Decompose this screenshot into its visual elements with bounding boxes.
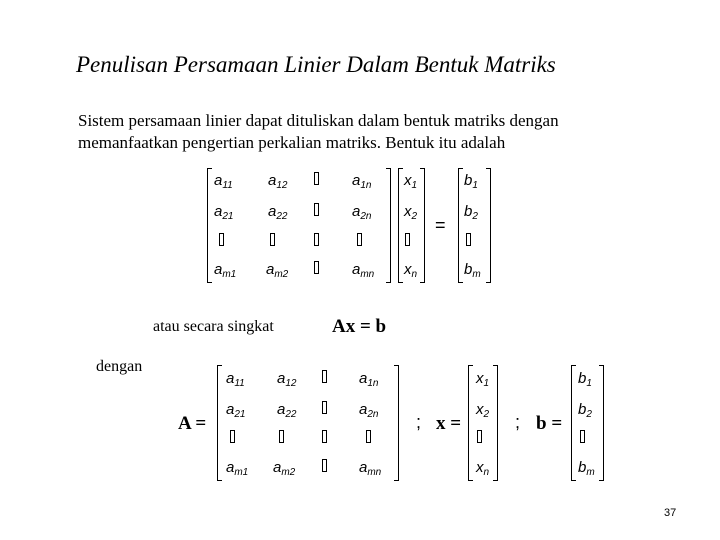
matrix-a-entry: $a_{mn}$ bbox=[352, 261, 375, 280]
slide-title: Penulisan Persamaan Linier Dalam Bentuk Matriks bbox=[76, 52, 556, 77]
def-vector-x-entry: $x_n$ bbox=[476, 459, 490, 478]
def-vector-x-entry: $x_2$ bbox=[476, 401, 490, 420]
vector-b-label: b = bbox=[536, 413, 563, 434]
matrix-a-entry: $a_{2n}$ bbox=[352, 203, 372, 222]
ellipsis-glyph bbox=[322, 430, 327, 443]
ellipsis-glyph bbox=[314, 203, 319, 216]
vector-b-right-bracket bbox=[486, 168, 491, 283]
matrix-a-entry: $a_{12}$ bbox=[268, 172, 288, 191]
ellipsis-glyph bbox=[405, 233, 410, 246]
def-matrix-a-entry: $a_{mn}$ bbox=[359, 459, 382, 478]
matrix-a-entry: $a_{m2}$ bbox=[266, 261, 289, 280]
paragraph-line-1: Sistem persamaan linier dapat dituliskan dalam bentuk matriks dengan bbox=[78, 111, 559, 130]
ellipsis-glyph bbox=[322, 401, 327, 414]
def-vector-b-entry: $b_2$ bbox=[578, 401, 592, 420]
def-vector-x-entry: $x_1$ bbox=[476, 370, 490, 389]
vector-x-entry: $x_2$ bbox=[404, 203, 418, 222]
ellipsis-glyph bbox=[314, 261, 319, 274]
paragraph-line-2: memanfaatkan pengertian perkalian matriks. Bentuk itu adalah bbox=[78, 133, 506, 152]
def-matrix-a-entry: $a_{11}$ bbox=[226, 370, 245, 389]
vector-b-left-bracket bbox=[458, 168, 463, 283]
ellipsis-glyph bbox=[314, 172, 319, 185]
def-matrix-a-entry: $a_{m2}$ bbox=[273, 459, 296, 478]
ellipsis-glyph bbox=[366, 430, 371, 443]
def-matrix-a-right-bracket bbox=[394, 365, 399, 481]
def-matrix-a-entry: $a_{2n}$ bbox=[359, 401, 379, 420]
short-form-equation: Ax = b bbox=[332, 316, 387, 337]
def-vector-b-entry: $b_m$ bbox=[578, 459, 595, 478]
vector-b-entry: $b_2$ bbox=[464, 203, 478, 222]
matrix-a-entry: $a_{11}$ bbox=[214, 172, 233, 191]
vector-x-entry: $x_1$ bbox=[404, 172, 418, 191]
ellipsis-glyph bbox=[230, 430, 235, 443]
def-vector-b-right-bracket bbox=[599, 365, 604, 481]
matrix-a-label: A = bbox=[178, 413, 207, 434]
separator: ; bbox=[515, 412, 521, 432]
ellipsis-glyph bbox=[279, 430, 284, 443]
def-matrix-a-entry: $a_{12}$ bbox=[277, 370, 297, 389]
vector-b-entry: $b_m$ bbox=[464, 261, 481, 280]
ellipsis-glyph bbox=[219, 233, 224, 246]
vector-x-left-bracket bbox=[398, 168, 403, 283]
def-vector-b-left-bracket bbox=[571, 365, 576, 481]
page-number: 37 bbox=[664, 507, 677, 519]
ellipsis-glyph bbox=[580, 430, 585, 443]
short-form-label: atau secara singkat bbox=[153, 318, 274, 335]
matrix-a-left-bracket bbox=[207, 168, 212, 283]
def-vector-b-entry: $b_1$ bbox=[578, 370, 592, 389]
matrix-a-right-bracket bbox=[386, 168, 391, 283]
dengan-label: dengan bbox=[96, 358, 143, 375]
def-matrix-a-entry: $a_{1n}$ bbox=[359, 370, 379, 389]
matrix-a-entry: $a_{m1}$ bbox=[214, 261, 237, 280]
equals-sign: = bbox=[435, 215, 446, 235]
vector-x-label: x = bbox=[436, 413, 462, 434]
def-vector-x-left-bracket bbox=[468, 365, 473, 481]
def-matrix-a-left-bracket bbox=[217, 365, 222, 481]
ellipsis-glyph bbox=[322, 459, 327, 472]
matrix-a-entry: $a_{21}$ bbox=[214, 203, 234, 222]
ellipsis-glyph bbox=[477, 430, 482, 443]
ellipsis-glyph bbox=[357, 233, 362, 246]
vector-x-entry: $x_n$ bbox=[404, 261, 418, 280]
ellipsis-glyph bbox=[322, 370, 327, 383]
separator: ; bbox=[416, 412, 422, 432]
ellipsis-glyph bbox=[314, 233, 319, 246]
ellipsis-glyph bbox=[466, 233, 471, 246]
def-matrix-a-entry: $a_{21}$ bbox=[226, 401, 246, 420]
def-matrix-a-entry: $a_{m1}$ bbox=[226, 459, 249, 478]
vector-x-right-bracket bbox=[420, 168, 425, 283]
matrix-a-entry: $a_{22}$ bbox=[268, 203, 288, 222]
matrix-a-entry: $a_{1n}$ bbox=[352, 172, 372, 191]
ellipsis-glyph bbox=[270, 233, 275, 246]
vector-b-entry: $b_1$ bbox=[464, 172, 478, 191]
def-matrix-a-entry: $a_{22}$ bbox=[277, 401, 297, 420]
def-vector-x-right-bracket bbox=[493, 365, 498, 481]
